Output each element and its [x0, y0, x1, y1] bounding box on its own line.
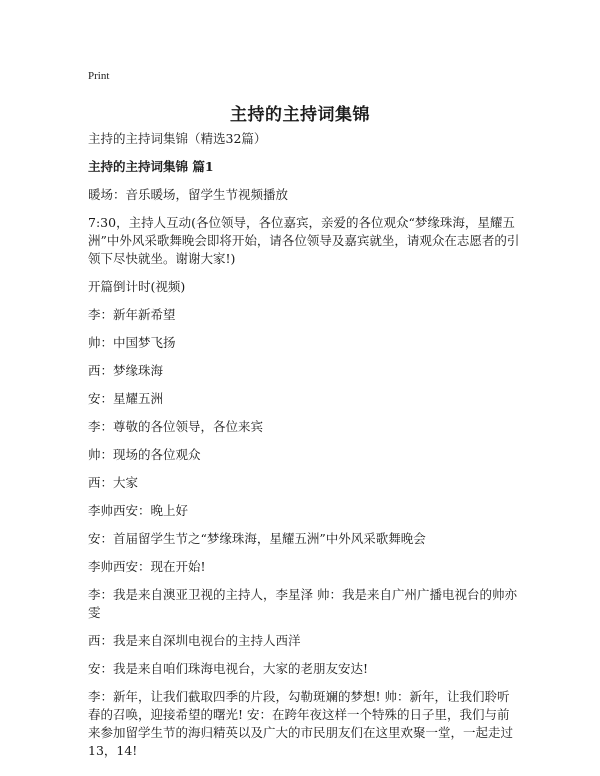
paragraph: 西：大家	[88, 475, 139, 490]
paragraph: 西：梦缘珠海	[88, 363, 164, 378]
paragraph: 安：首届留学生节之“梦缘珠海，星耀五洲”中外风采歌舞晚会	[88, 531, 426, 546]
paragraph: 西：我是来自深圳电视台的主持人西洋	[88, 633, 301, 648]
section-heading: 主持的主持词集锦 篇1	[88, 159, 214, 174]
document-body	[88, 130, 520, 770]
paragraph: 安：星耀五洲	[88, 391, 164, 406]
paragraph: 7:30，主持人互动(各位领导，各位嘉宾，亲爱的各位观众“梦缘珠海，星耀五洲”中外风采歌舞晚会即将开始，请各位领导及嘉宾就坐，请观众在志愿者的引领下尽快就坐。谢谢大家!)	[88, 215, 520, 266]
paragraph: 暖场：音乐暖场，留学生节视频播放	[88, 187, 289, 202]
paragraph: 帅：中国梦飞扬	[88, 335, 176, 350]
print-link[interactable]: Print	[88, 70, 110, 82]
paragraph: 李：尊敬的各位领导，各位来宾	[88, 419, 264, 434]
paragraph: 李：我是来自澳亚卫视的主持人，李星泽 帅：我是来自广州广播电视台的帅亦雯	[88, 587, 517, 620]
paragraph: 李：新年，让我们截取四季的片段，勾勒斑斓的梦想! 帅：新年，让我们聆听春的召唤，迎接希望的曙光! 安：在跨年夜这样一个特殊的日子里，我们与前来参加留学生节的海归精英以及广大的市民朋友们在这里欢聚一堂，一起走过13，14!	[88, 689, 514, 758]
paragraph: 帅：现场的各位观众	[88, 447, 201, 462]
paragraph: 李：新年新希望	[88, 307, 176, 322]
paragraph: 开篇倒计时(视频)	[88, 279, 186, 294]
paragraph: 安：我是来自咱们珠海电视台，大家的老朋友安达!	[88, 661, 369, 676]
paragraph: 李帅西安：晚上好	[88, 503, 189, 518]
page-title: 主持的主持词集锦	[230, 105, 370, 125]
intro-line: 主持的主持词集锦（精选32篇）	[88, 131, 267, 146]
paragraph: 李帅西安：现在开始!	[88, 559, 206, 574]
